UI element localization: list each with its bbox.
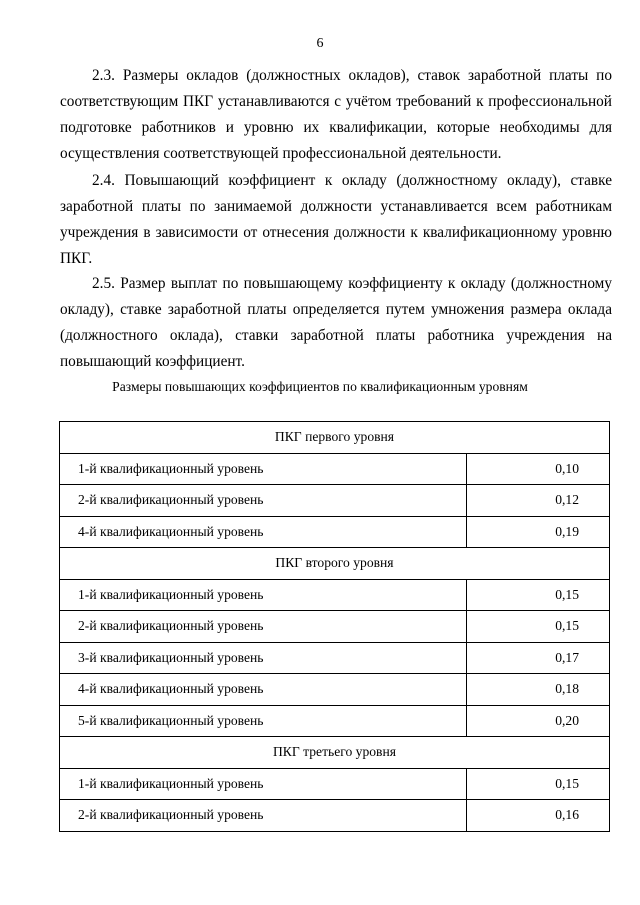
group-header-row bbox=[60, 737, 610, 769]
coefficient-cell: 0,20 bbox=[467, 705, 610, 737]
level-cell: 2-й квалификационный уровень bbox=[60, 485, 467, 517]
level-cell: 4-й квалификационный уровень bbox=[60, 516, 467, 548]
group-header: ПКГ третьего уровня bbox=[60, 737, 610, 769]
coefficient-cell: 0,12 bbox=[467, 485, 610, 517]
paragraph-2-4: 2.4. Повышающий коэффициент к окладу (должностному окладу), ставке заработной платы по занимаемой должности устанавливается всем работникам учреждения в зависимости от отнесения должности к квалификационному уровню ПКГ. bbox=[60, 172, 612, 267]
coefficient-cell: 0,19 bbox=[467, 516, 610, 548]
coefficients-table bbox=[59, 421, 610, 832]
group-header-row bbox=[60, 422, 610, 454]
coefficient-cell: 0,15 bbox=[467, 611, 610, 643]
level-cell: 3-й квалификационный уровень bbox=[60, 642, 467, 674]
table-row bbox=[60, 453, 610, 485]
coefficient-cell: 0,17 bbox=[467, 642, 610, 674]
paragraph-2-5: 2.5. Размер выплат по повышающему коэффициенту к окладу (должностному окладу), ставке заработной платы определяется путем умножения размера оклада (должностного оклада), ставки заработной платы работника учреждения на повышающий коэффициент. bbox=[60, 275, 612, 370]
coefficient-cell: 0,15 bbox=[467, 768, 610, 800]
coefficient-cell: 0,18 bbox=[467, 674, 610, 706]
table-row bbox=[60, 516, 610, 548]
coefficient-cell: 0,15 bbox=[467, 579, 610, 611]
paragraph-2-3: 2.3. Размеры окладов (должностных окладов), ставок заработной платы по соответствующим ПКГ устанавливаются с учётом требований к профессиональной подготовке работников и уровню их квалификации, которые необходимы для осуществления соответствующей профессиональной деятельности. bbox=[60, 67, 612, 162]
level-cell: 2-й квалификационный уровень bbox=[60, 611, 467, 643]
coefficient-cell: 0,10 bbox=[467, 453, 610, 485]
table-row bbox=[60, 705, 610, 737]
group-header-row bbox=[60, 548, 610, 580]
coefficient-cell: 0,16 bbox=[467, 800, 610, 832]
level-cell: 1-й квалификационный уровень bbox=[60, 453, 467, 485]
level-cell: 1-й квалификационный уровень bbox=[60, 579, 467, 611]
level-cell: 2-й квалификационный уровень bbox=[60, 800, 467, 832]
table-row bbox=[60, 800, 610, 832]
table-title: Размеры повышающих коэффициентов по квалификационным уровням bbox=[112, 379, 528, 394]
level-cell: 4-й квалификационный уровень bbox=[60, 674, 467, 706]
page-number: 6 bbox=[316, 36, 324, 51]
group-header: ПКГ первого уровня bbox=[60, 422, 610, 454]
group-header: ПКГ второго уровня bbox=[60, 548, 610, 580]
table-row bbox=[60, 579, 610, 611]
table-row bbox=[60, 611, 610, 643]
table-row bbox=[60, 485, 610, 517]
table-row bbox=[60, 674, 610, 706]
table-row bbox=[60, 642, 610, 674]
level-cell: 1-й квалификационный уровень bbox=[60, 768, 467, 800]
level-cell: 5-й квалификационный уровень bbox=[60, 705, 467, 737]
table-row bbox=[60, 768, 610, 800]
